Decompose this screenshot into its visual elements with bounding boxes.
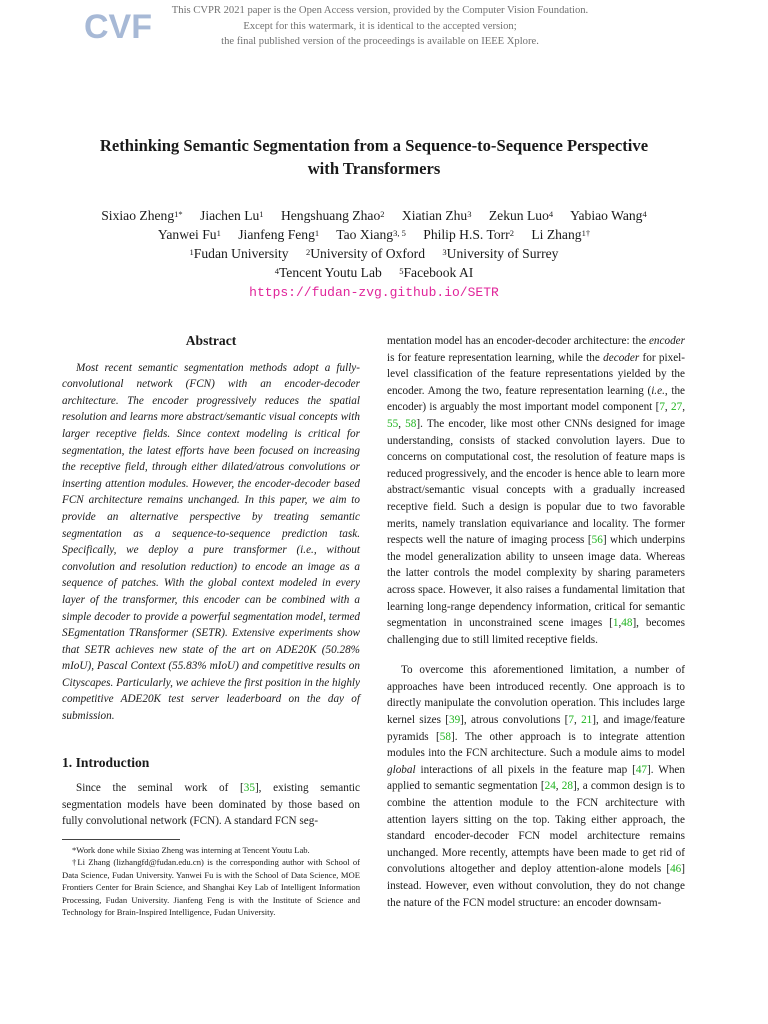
footnotes — [62, 844, 360, 918]
footnote-1: *Work done while Sixiao Zheng was interning at Tencent Youtu Lab. — [72, 845, 310, 856]
citation-link[interactable]: 35 — [243, 782, 255, 795]
open-access-watermark — [160, 3, 600, 50]
intro-paragraph-1: Since the seminal work of [35], existing semantic segmentation models have been dominated by those based on fully convolutional network (FCN). A standard FCN seg- — [62, 782, 361, 828]
right-paragraph-1: mentation model has an encoder-decoder architecture: the encoder is for feature representation learning, while the decoder for pixel-level classification of the feature representations yielded by the encoder. Among the two, feature representation learning (i.e., the encoder) is arguably the most important model component [7, 27, 55, 58]. The encoder, like most other CNNs designed for image understanding, consists of stacked convolution layers. Due to concerns on computational cost, the resolution of feature maps is reduced progressively, and the encoder is hence able to learn more abstract/semantic visual concepts with a gradually increased receptive field. Such a design is popular due to two favorable merits, namely translation equivariance and locality. The former respects well the nature of imaging process [56] which underpins the model generalization ability to unseen image data. Whereas the latter controls the model complexity by sharing parameters across space. However, it also raises a fundamental limitation that learning long-range dependency information, critical for semantic segmentation in unconstrained scene images [1,48], becomes challenging due to still limited receptive fields. — [387, 335, 686, 646]
abstract-text: Most recent semantic segmentation methods adopt a fully-convolutional network (FCN) with an encoder-decoder architecture. The encoder progressively reduces the spatial resolution and learns more abstract/semantic visual concepts with larger receptive fields. Since context modeling is critical for segmentation, the latest efforts have been focused on increasing the receptive field, through either dilated/atrous convolutions or inserting attention modules. However, the encoder-decoder based FCN architecture remains unchanged. In this paper, we aim to provide an alternative perspective by treating semantic segmentation as a sequence-to-sequence prediction task. Specifically, we deploy a pure transformer (i.e., without convolution and resolution reduction) to encode an image as a sequence of patches. With the global context modeled in every layer of the transformer, this encoder can be combined with a simple decoder to provide a powerful segmentation model, termed SEgmentation TRansformer (SETR). Extensive experiments show that SETR achieves new state of the art on ADE20K (50.28% mIoU), Pascal Context (55.83% mIoU) and competitive results on Cityscapes. Particularly, we achieve the first position in the highly competitive ADE20K test server leaderboard on the day of submission. — [62, 361, 360, 723]
title-line-2: with Transformers — [307, 159, 441, 178]
project-url-link[interactable]: https://fudan-zvg.github.io/SETR — [249, 285, 499, 300]
cvf-logo — [84, 6, 152, 46]
affiliation: $^5$Facebook AI — [399, 265, 474, 280]
citation-link[interactable]: 24 — [544, 780, 556, 793]
citation-link[interactable]: 21 — [581, 714, 593, 727]
author: Xiatian Zhu$^3$ — [401, 208, 472, 223]
right-paragraph-2: To overcome this aforementioned limitation, a number of approaches have been introduced recently. One approach is to directly manipulate the convolution operation. This includes large kernel sizes [39], atrous convolutions [7, 21], and image/feature pyramids [58]. The other approach is to integrate attention modules into the FCN architecture. Such a module aims to model global interactions of all pixels in the feature map [47]. When applied to semantic segmentation [24, 28], a common design is to combine the attention module to the FCN architecture with attention layers sitting on the top. Taking either approach, the standard encoder-decoder FCN model architecture remains unchanged. More recently, attempts have been made to get rid of convolutions altogether and deploy attention-alone models [46] instead. However, even without convolution, they do not change the nature of the FCN model structure: an encoder downsam- — [387, 664, 685, 909]
author: Jianfeng Feng$^1$ — [238, 227, 320, 242]
citation-link[interactable]: 27 — [671, 401, 683, 414]
citation-link[interactable]: 39 — [448, 714, 461, 727]
author: Jiachen Lu$^1$ — [200, 208, 264, 223]
author-row-1 — [40, 206, 708, 225]
citation-link[interactable]: 7 — [568, 714, 574, 727]
watermark-line-1: This CVPR 2021 paper is the Open Access version, provided by the Computer Vision Foundation. — [171, 5, 589, 16]
citation-link[interactable]: 48 — [621, 617, 633, 630]
citation-link[interactable]: 1 — [612, 617, 619, 630]
citation-link[interactable]: 55 — [387, 417, 399, 430]
author: Sixiao Zheng$^{1*}$ — [101, 208, 183, 223]
right-column — [387, 333, 685, 911]
affiliation-row-1 — [40, 244, 708, 263]
citation-link[interactable]: 28 — [561, 780, 573, 793]
citation-link[interactable]: 46 — [670, 863, 682, 876]
author: Tao Xiang$^{3, 5}$ — [336, 227, 406, 242]
footnote-divider — [62, 839, 180, 840]
paper-title — [40, 134, 708, 180]
citation-link[interactable]: 47 — [635, 763, 648, 776]
citation-link[interactable]: 56 — [591, 534, 603, 547]
footnote-2: †Li Zhang (lizhangfd@fudan.edu.cn) is the corresponding author with School of Data Science, Fudan University. Yanwei Fu is with the School of Data Science, MOE Frontiers Center for Brain Science, and Shanghai Key Lab of Intelligent Information Processing, Fudan University. Jianfeng Feng is with the Institute of Science and Technology for Brain-Inspired Intelligence, Fudan University. — [62, 857, 360, 918]
abstract-heading: Abstract — [185, 333, 237, 348]
author: Yabiao Wang$^4$ — [570, 208, 647, 223]
citation-link[interactable]: 7 — [659, 401, 665, 414]
affiliation: $^4$Tencent Youtu Lab — [274, 265, 382, 280]
watermark-line-3: the final published version of the proceedings is available on IEEE Xplore. — [221, 36, 539, 48]
citation-link[interactable]: 58 — [405, 417, 417, 430]
author-row-2 — [40, 225, 708, 244]
project-url-row — [40, 282, 708, 302]
title-line-1: Rethinking Semantic Segmentation from a Sequence-to-Sequence Perspective — [99, 136, 649, 155]
author-block — [40, 206, 708, 302]
cvf-logo-text: CVF — [84, 8, 152, 46]
affiliation-row-2 — [40, 263, 708, 282]
author: Philip H.S. Torr$^2$ — [423, 227, 514, 242]
author: Li Zhang$^{1\dagger}$ — [531, 227, 591, 242]
citation-link[interactable]: 58 — [439, 730, 451, 743]
author: Yanwei Fu$^1$ — [157, 227, 221, 242]
affiliation: $^1$Fudan University — [189, 246, 289, 261]
watermark-line-2: Except for this watermark, it is identical to the accepted version; — [243, 20, 517, 32]
affiliation: $^2$University of Oxford — [305, 246, 426, 261]
introduction-heading: 1. Introduction — [62, 754, 150, 770]
author: Hengshuang Zhao$^2$ — [280, 208, 385, 223]
affiliation: $^3$University of Surrey — [442, 246, 559, 261]
author: Zekun Luo$^4$ — [488, 208, 554, 223]
left-column — [62, 333, 360, 918]
